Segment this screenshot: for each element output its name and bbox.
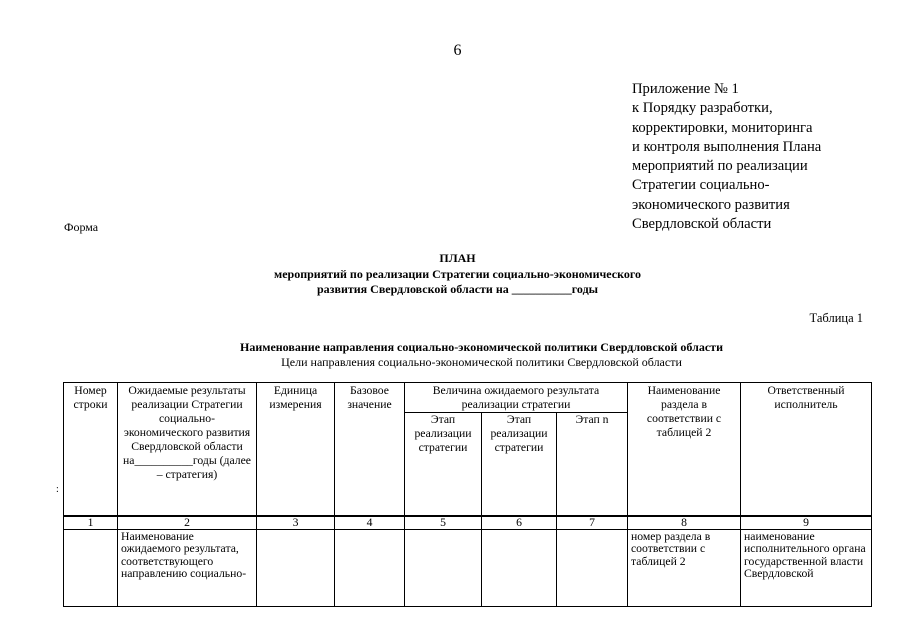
appendix-line: корректировки, мониторинга — [632, 119, 813, 136]
plan-table — [63, 382, 872, 607]
appendix-line: экономического развития — [632, 196, 790, 213]
appendix-line: Приложение № 1 — [632, 81, 739, 97]
form-label: Форма — [64, 220, 99, 234]
column-number: 6 — [482, 516, 557, 530]
column-number: 8 — [628, 516, 741, 530]
header-section-name: Наименование раздела в соответствии с таблицей 2 — [628, 383, 741, 516]
executor-cell: наименование исполнительного органа государственной власти Свердловской — [741, 529, 872, 606]
column-number: 9 — [741, 516, 872, 530]
section-cell: номер раздела в соответствии с таблицей 2 — [628, 529, 741, 606]
margin-mark: : — [56, 484, 59, 495]
header-row — [64, 383, 872, 413]
appendix-line: к Порядку разработки, — [632, 100, 773, 117]
table-cell — [257, 529, 335, 606]
header-expected-results: Ожидаемые результаты реализации Стратегии социально-экономического развития Свердловской области на__________годы (далее – стратегия) — [118, 383, 257, 516]
header-row-number: Номер строки — [64, 383, 118, 516]
page-number: 6 — [453, 42, 462, 59]
column-number: 5 — [405, 516, 482, 530]
direction-title: Наименование направления социально-экономической политики Свердловской области — [240, 340, 723, 354]
appendix-line: Стратегии социально- — [632, 177, 770, 194]
table-row — [64, 529, 872, 606]
header-stage-1: Этап реализации стратегии — [405, 413, 482, 516]
column-number: 2 — [118, 516, 257, 530]
table-cell — [557, 529, 628, 606]
table-cell — [405, 529, 482, 606]
header-base-value: Базовое значение — [335, 383, 405, 516]
header-executor: Ответственный исполнитель — [741, 383, 872, 516]
column-number: 7 — [557, 516, 628, 530]
header-stage-2: Этап реализации стратегии — [482, 413, 557, 516]
table-cell — [482, 529, 557, 606]
appendix-line: мероприятий по реализации — [632, 158, 808, 175]
column-number: 1 — [64, 516, 118, 530]
direction-heading — [0, 340, 915, 370]
table-label: Таблица 1 — [809, 311, 863, 325]
plan-title-line: мероприятий по реализации Стратегии социально-экономического — [274, 266, 641, 281]
header-stage-n: Этап n — [557, 413, 628, 516]
appendix-note — [632, 80, 821, 234]
plan-title-line: развития Свердловской области на __________годы — [316, 282, 599, 296]
plan-title-line: ПЛАН — [439, 251, 476, 265]
column-number: 4 — [335, 516, 405, 530]
column-number-row — [64, 516, 872, 530]
expected-result-cell: Наименование ожидаемого результата, соответствующего направлению социально- — [118, 529, 257, 606]
header-unit: Единица измерения — [257, 383, 335, 516]
table-cell — [64, 529, 118, 606]
appendix-line: и контроля выполнения Плана — [632, 138, 822, 155]
goals-title: Цели направления социально-экономической политики Свердловской области — [281, 355, 682, 369]
table-cell — [335, 529, 405, 606]
header-value-group: Величина ожидаемого результата реализации стратегии — [405, 383, 628, 413]
plan-title — [0, 251, 915, 298]
column-number: 3 — [257, 516, 335, 530]
appendix-line: Свердловской области — [632, 216, 772, 233]
